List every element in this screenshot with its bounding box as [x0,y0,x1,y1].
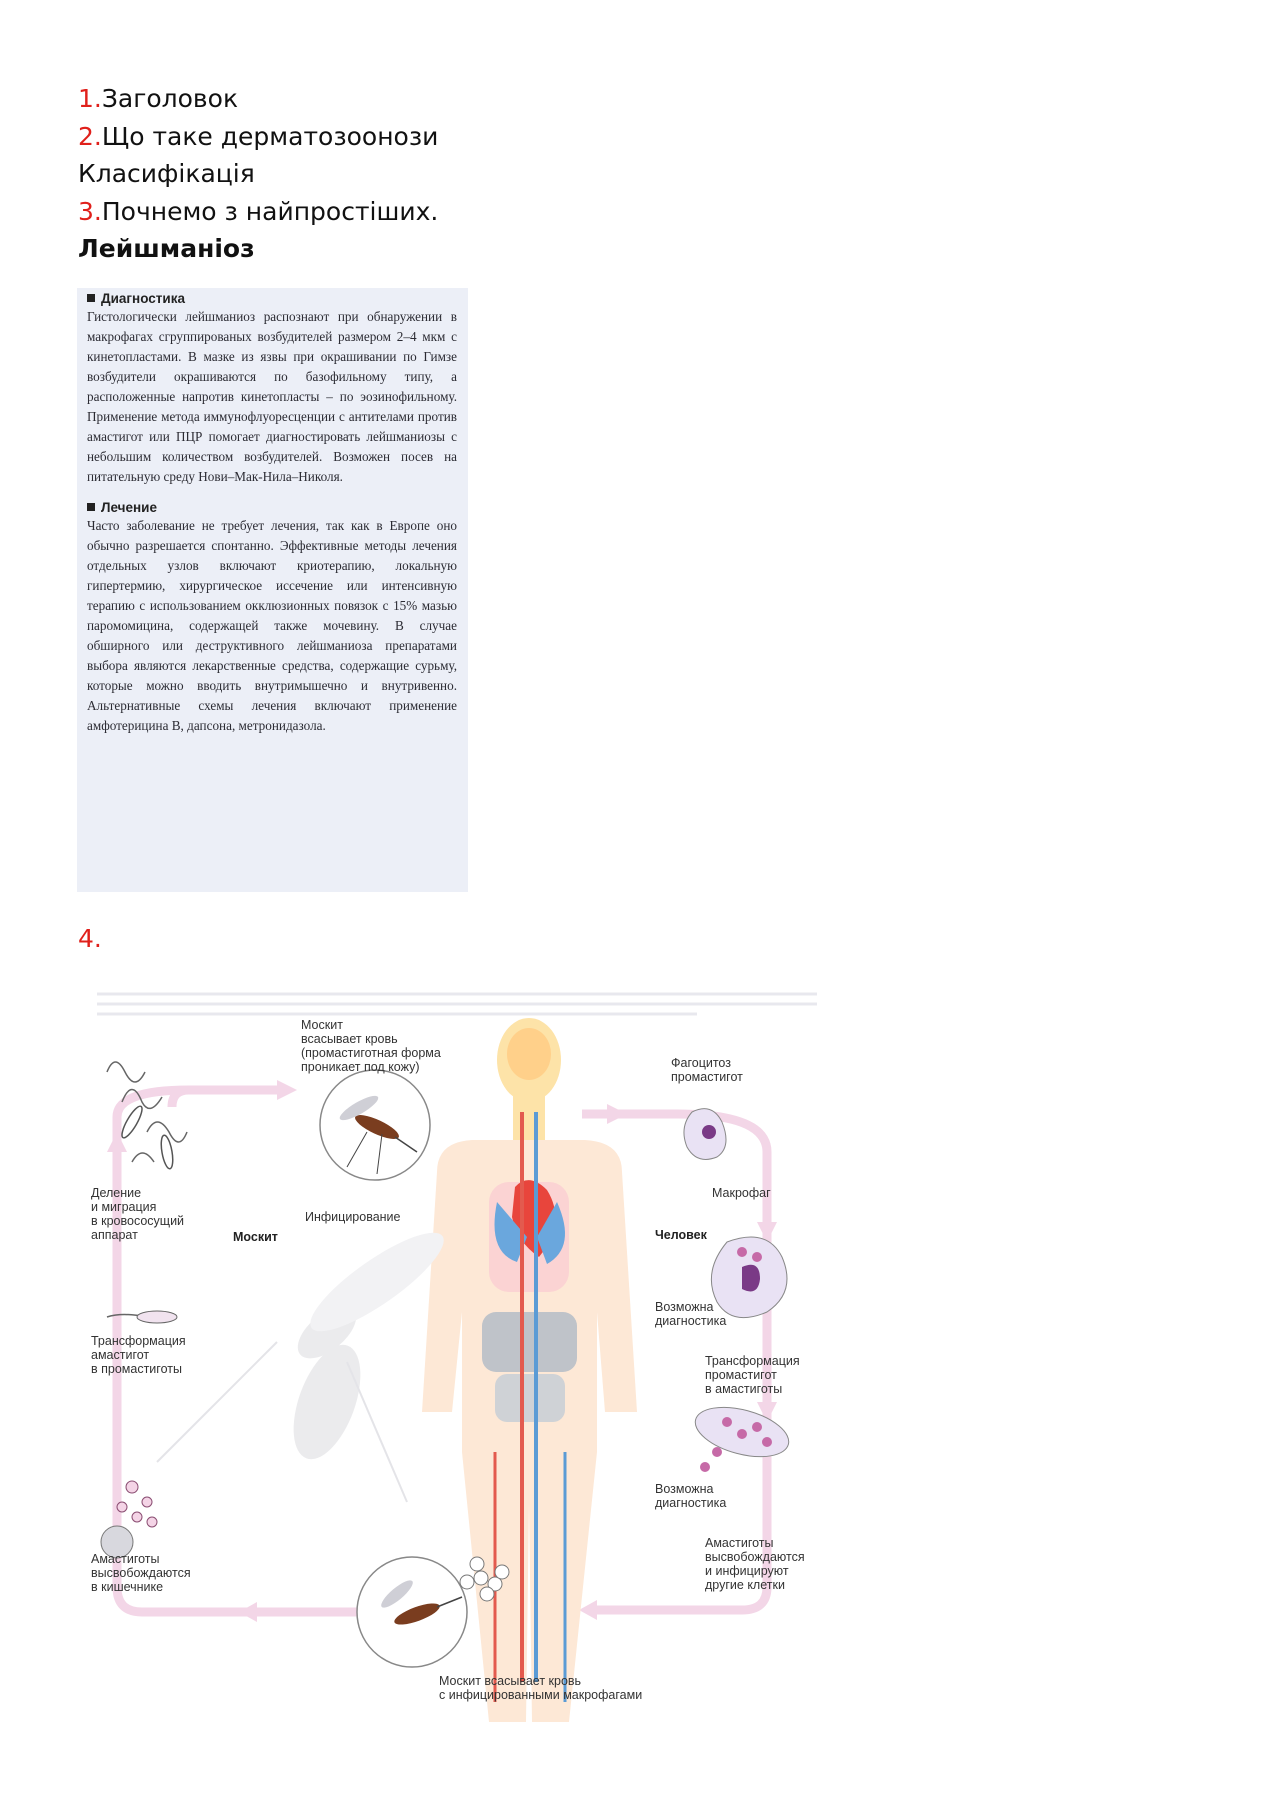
label-amastigote-to-promastigote: Трансформация амастигот в промастиготы [91,1334,186,1376]
label-infection: Инфицирование [305,1210,401,1224]
amastigote-cluster-icon [117,1481,157,1527]
outline-item-4: 4. [78,924,102,953]
infected-cell-icon [690,1398,794,1472]
label-promastigote-to-amastigote: Трансформация промастигот в амастиготы [705,1354,800,1396]
outline-heading-leishmaniasis: Лейшманіоз [78,234,255,263]
bullet-square-icon [87,503,95,511]
label-mosquito-bite: Москит всасывает кровь (промастиготная форма проникает под кожу) [301,1018,441,1074]
bullet-square-icon [87,294,95,302]
scan-noise [97,994,817,1014]
sandfly-silhouette-icon [157,1218,455,1502]
label-amastigotes-infect: Амастиготы высвобождаются и инфицируют другие клетки [705,1536,805,1592]
label-division-migration: Деление и миграция в кровососущий аппарат [91,1186,185,1242]
outline [78,80,438,268]
diagnostics-paragraph: Гистологически лейшманиоз распознают при обнаружении в макрофагах сгруппированых возбудителей размером 2–4 мкм с кинетопластами. В мазке из язвы при окрашивании по Гимзе возбудители окрашиваются по базофильному типу, а расположенные напротив кинетопласты – по эозинофильному. Применение метода иммунофлуоресценции с антителами против амастигот или ПЦР помогает диагностировать лейшманиозы с небольшим количеством возбудителей. Возможен посев на питательную среду Нови–Мак-Нила–Николя. [87,309,457,484]
treatment-heading: Лечение [87,499,457,516]
arrow-head-icon [277,1080,297,1100]
label-phagocytosis: Фагоцитоз промастигот [671,1056,743,1084]
label-amastigotes-gut: Амастиготы высвобождаются в кишечнике [91,1552,191,1594]
label-mosquito-blood-macrophages: Москит всасывает кровь с инфицированными макрофагами [439,1674,643,1702]
label-diagnosis-possible-2: Возможна диагностика [655,1482,727,1510]
arrow-head-icon [107,1132,127,1152]
diagnostics-heading: Диагностика [87,290,457,307]
label-human-host: Человек [655,1228,707,1242]
outline-item-3: 3.Почнемо з найпростіших. [78,196,439,226]
lifecycle-illustration [77,982,839,1722]
outline-item-classification: Класифікація [78,159,255,188]
outline-item-2: 2.Що таке дерматозоонози [78,121,439,151]
leishmania-lifecycle-diagram [77,982,839,1722]
label-diagnosis-possible-1: Возможна диагностика [655,1300,727,1328]
label-macrophage: Макрофаг [712,1186,771,1200]
arrow-head-icon [579,1600,597,1620]
label-mosquito-host: Москит [233,1230,278,1244]
outline-item-1: 1.Заголовок [78,84,239,113]
treatment-paragraph: Часто заболевание не требует лечения, так как в Европе оно обычно разрешается спонтанно. Эффективные методы лечения отдельных узлов включают криотерапию, локальную гипертермию, хирургическое иссечение или интенсивную терапию с использованием окклюзионных повязок с 15% мазью паромомицина, содержащей также мочевину. В случае обширного или деструктивного лейшманиоза препаратами выбора являются лекарственные средства, содержащие сурьму, которые можно вводить внутримышечно и внутривенно. Альтернативные схемы лечения включают применение амфотерицина В, дапсона, метронидазола. [87,518,457,733]
scanned-text-figure [77,288,468,892]
arrow-head-icon [239,1602,257,1622]
arrow-head-icon [607,1104,627,1124]
